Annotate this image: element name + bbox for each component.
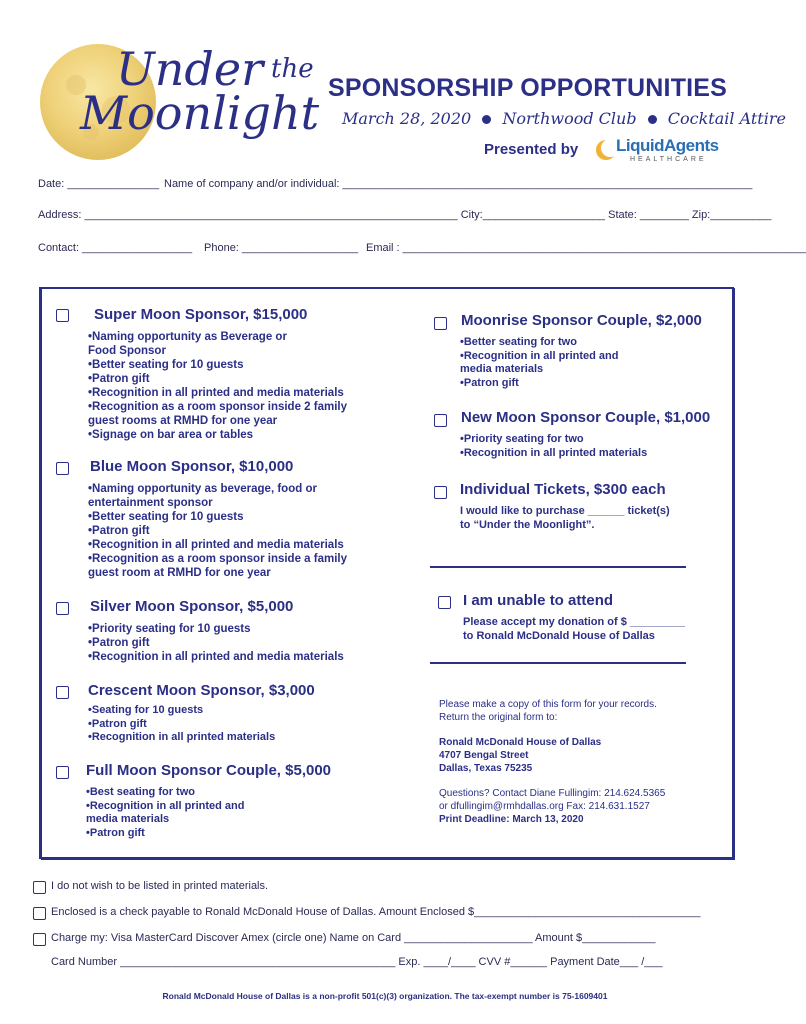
list-item: media materials bbox=[460, 363, 544, 375]
ticket-quantity-field[interactable]: I would like to purchase ______ ticket(s) bbox=[460, 505, 670, 517]
checkbox[interactable] bbox=[56, 602, 69, 615]
card-number-field[interactable]: Card Number _____________________________________________ Exp. ____/____ CVV #______ Payment Date___ /___ bbox=[51, 956, 663, 968]
list-item: •Seating for 10 guests bbox=[88, 704, 204, 716]
event-logo bbox=[36, 40, 326, 170]
option-title: Individual Tickets, $300 each bbox=[460, 481, 666, 498]
list-item: •Recognition in all printed materials bbox=[88, 731, 276, 743]
contact-info: Questions? Contact Diane Fullingim: 214.624.5365 bbox=[439, 788, 666, 799]
print-deadline: Print Deadline: March 13, 2020 bbox=[439, 814, 584, 825]
list-item: •Priority seating for two bbox=[460, 433, 584, 445]
address-field[interactable]: Address: _____________________________________________________________ City:____________________ State: ________ Zip:__________ bbox=[38, 209, 772, 221]
option-title: Super Moon Sponsor, $15,000 bbox=[94, 306, 308, 323]
list-item: •Better seating for 10 guests bbox=[88, 511, 244, 523]
return-address: Ronald McDonald House of Dallas bbox=[439, 737, 602, 748]
list-item: Food Sponsor bbox=[88, 345, 166, 357]
donation-amount-field[interactable]: Please accept my donation of $ _________ bbox=[463, 616, 685, 628]
option-title: I am unable to attend bbox=[463, 592, 614, 609]
return-address: 4707 Bengal Street bbox=[439, 750, 529, 761]
option-items bbox=[88, 482, 347, 580]
option-title: Moonrise Sponsor Couple, $2,000 bbox=[461, 312, 702, 329]
checkbox[interactable] bbox=[56, 686, 69, 699]
checkbox[interactable] bbox=[56, 462, 69, 475]
logo-moonlight: Moonlight bbox=[80, 86, 320, 140]
option-label: Charge my: Visa MasterCard Discover Amex (circle one) Name on Card _____________________ Amount $____________ bbox=[51, 932, 656, 944]
option-items bbox=[460, 505, 670, 532]
option-items bbox=[88, 330, 347, 442]
option-title: Full Moon Sponsor Couple, $5,000 bbox=[86, 762, 332, 779]
company-field[interactable]: Name of company and/or individual: ___________________________________________________________________ bbox=[164, 178, 753, 190]
list-item: guest rooms at RMHD for one year bbox=[88, 415, 278, 427]
list-item: to Ronald McDonald House of Dallas bbox=[463, 629, 655, 642]
date-field[interactable]: Date: _______________ bbox=[38, 178, 160, 190]
option-label: Enclosed is a check payable to Ronald McDonald House of Dallas. Amount Enclosed $_____________________________________ bbox=[51, 906, 701, 918]
option-items bbox=[86, 786, 244, 840]
option-items bbox=[463, 616, 685, 643]
option-title: Crescent Moon Sponsor, $3,000 bbox=[88, 682, 315, 699]
list-item: •Better seating for 10 guests bbox=[88, 359, 244, 371]
phone-field[interactable]: Phone: ___________________ bbox=[204, 242, 359, 254]
page-title: SPONSORSHIP OPPORTUNITIES bbox=[328, 74, 728, 102]
list-item: •Recognition in all printed and bbox=[86, 799, 245, 812]
event-attire: Cocktail Attire bbox=[667, 109, 786, 128]
option-items bbox=[460, 433, 647, 460]
list-item: entertainment sponsor bbox=[88, 497, 213, 509]
option-title: Silver Moon Sponsor, $5,000 bbox=[90, 598, 294, 615]
option-label: I do not wish to be listed in printed materials. bbox=[51, 880, 269, 892]
option-items bbox=[88, 622, 344, 664]
checkbox[interactable] bbox=[434, 317, 447, 330]
event-details bbox=[342, 109, 786, 128]
divider bbox=[430, 566, 686, 568]
contact-field[interactable]: Contact: __________________ bbox=[38, 242, 193, 254]
presented-by: Presented by bbox=[484, 141, 579, 158]
list-item: •Recognition in all printed and media materials bbox=[88, 387, 344, 399]
list-item: •Better seating for two bbox=[460, 336, 577, 348]
checkbox[interactable] bbox=[33, 907, 46, 920]
logo-under: Under bbox=[116, 42, 264, 96]
list-item: to “Under the Moonlight”. bbox=[460, 518, 595, 531]
footer-note: Ronald McDonald House of Dallas is a non-profit 501(c)(3) organization. The tax-exempt number is 75-1609401 bbox=[162, 991, 608, 1001]
list-item: •Patron gift bbox=[88, 637, 150, 649]
checkbox[interactable] bbox=[33, 933, 46, 946]
bullet-icon bbox=[648, 115, 657, 124]
instruction-text: Please make a copy of this form for your records. bbox=[439, 699, 657, 710]
list-item: •Signage on bar area or tables bbox=[88, 429, 254, 441]
list-item: •Priority seating for 10 guests bbox=[88, 623, 251, 635]
event-date: March 28, 2020 bbox=[342, 109, 472, 128]
list-item: guest room at RMHD for one year bbox=[88, 567, 271, 579]
checkbox[interactable] bbox=[434, 486, 447, 499]
checkbox[interactable] bbox=[438, 596, 451, 609]
sponsor-sub: HEALTHCARE bbox=[630, 156, 707, 163]
list-item: •Best seating for two bbox=[86, 786, 195, 798]
list-item: •Naming opportunity as beverage, food or bbox=[88, 483, 317, 495]
list-item: •Patron gift bbox=[88, 525, 150, 537]
list-item: •Patron gift bbox=[88, 717, 147, 730]
sponsor-name: LiquidAgents bbox=[616, 136, 719, 155]
list-item: •Recognition as a room sponsor inside 2 family bbox=[88, 401, 347, 413]
crescent-icon bbox=[594, 138, 618, 162]
return-instructions bbox=[439, 698, 665, 826]
event-venue: Northwood Club bbox=[502, 109, 637, 128]
logo-the: the bbox=[271, 54, 314, 84]
list-item: •Recognition in all printed and bbox=[460, 349, 619, 362]
bullet-icon bbox=[482, 115, 491, 124]
option-items bbox=[460, 336, 618, 390]
checkbox[interactable] bbox=[56, 309, 69, 322]
option-title: Blue Moon Sponsor, $10,000 bbox=[90, 458, 294, 475]
divider bbox=[430, 662, 686, 664]
contact-info: or dfullingim@rmhdallas.org Fax: 214.631.1527 bbox=[439, 801, 650, 812]
email-field[interactable]: Email : __________________________________________________________________ bbox=[366, 242, 806, 254]
list-item: •Recognition in all printed materials bbox=[460, 446, 648, 459]
list-item: •Patron gift bbox=[460, 376, 519, 389]
list-item: •Recognition in all printed and media materials bbox=[88, 539, 344, 551]
option-items bbox=[88, 704, 275, 745]
checkbox[interactable] bbox=[56, 766, 69, 779]
sponsor-logo bbox=[594, 136, 724, 166]
list-item: •Patron gift bbox=[88, 373, 150, 385]
checkbox[interactable] bbox=[33, 881, 46, 894]
list-item: •Recognition as a room sponsor inside a family bbox=[88, 553, 347, 565]
list-item: •Patron gift bbox=[86, 826, 145, 839]
instruction-text: Return the original form to: bbox=[439, 712, 558, 723]
list-item: media materials bbox=[86, 813, 170, 825]
option-title: New Moon Sponsor Couple, $1,000 bbox=[461, 409, 711, 426]
list-item: •Naming opportunity as Beverage or bbox=[88, 331, 287, 343]
list-item: •Recognition in all printed and media materials bbox=[88, 651, 344, 663]
checkbox[interactable] bbox=[434, 414, 447, 427]
return-address: Dallas, Texas 75235 bbox=[439, 763, 533, 774]
